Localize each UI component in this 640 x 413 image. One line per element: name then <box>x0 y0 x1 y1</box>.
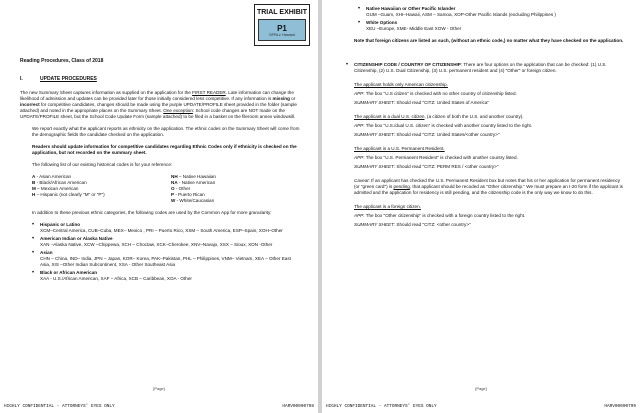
list-item <box>32 270 300 282</box>
block-app: APP: The box "U.S./dual U.S. citizen" is checked with another country listed to the right. <box>354 123 533 128</box>
exhibit-case: SFFA v. Harvard <box>269 32 295 37</box>
section-title: UPDATE PROCEDURES <box>40 76 97 82</box>
block-summary: SUMMARY SHEET: Should read "CITZ: <other country>" <box>354 222 471 227</box>
list-item <box>32 236 300 248</box>
app-label: APP <box>354 155 364 160</box>
trial-exhibit-sticker <box>254 4 310 46</box>
code-item: A - Asian American <box>32 174 72 179</box>
block-title: The applicant holds only American citizenship. <box>354 82 448 87</box>
historical-codes-list <box>20 174 300 204</box>
text-run: for competitive candidates, changes should be made using the purple UPDATE/PROFILE sheet provided in the folder (sample attached) and noted in the appropriate places on the Summary Sheet. <box>20 102 297 113</box>
text-run: : School code changes are NOT made on the UPDATE/PROFILE sheet, but the School Code Update Form (sample attached) to be filed in a basket on the fileroom annex windowsill. <box>20 108 296 119</box>
caveat-label: Caveat <box>354 178 369 183</box>
page-number: [Page] <box>153 386 165 391</box>
document-page-left <box>0 0 318 413</box>
code-item: NH – Native Hawaiian <box>171 174 216 179</box>
list-item <box>346 62 626 74</box>
text-run-underlined: FIRST READER <box>192 90 226 95</box>
group-name: • White Options <box>366 20 398 25</box>
text-run-bold: missing <box>272 96 290 101</box>
text-run-bold: incorrect <box>20 102 40 107</box>
section-heading <box>20 76 300 82</box>
paragraph-ethnicity-report: We report exactly what the applicant reports as ethnicity on the application. The ethnic codes on the Summary Sheet will come from the demographic fields the candidate checked on the application. <box>32 126 300 137</box>
group-codes: CHN – China, IND– India, JPN – Japan, KOR– Korea, PAK–Pakistan, PHL – Philippines, VNM– Vietnam, XEA – Other East Asia, XIS –Other Indian Subcontinent, XSA - Other Southeast Asia <box>40 256 291 267</box>
paragraph-codes-intro: The following list of our existing historical codes is for your reference: <box>32 162 173 167</box>
block-title: The applicant is a foreign citizen. <box>354 204 421 209</box>
group-codes: XEU –Europe, XME- Middle East XOW - Other <box>366 26 462 31</box>
code-item: B - Black/African American <box>32 180 87 185</box>
block-summary: SUMMARY SHEET: Should read "CITZ: United States/<other country>" <box>354 132 500 137</box>
summary-label: SUMMARY SHEET <box>354 222 394 227</box>
group-codes: XAN –Alaska Native, XCW –Chippewa, XCH – Choctaw, XCK–Cherokee, XNV–Navajo, XSX – Sioux, XON -Other <box>40 242 273 247</box>
text-run: , (a citizen of both the U.S. and another country). <box>424 114 524 119</box>
section-number: I. <box>20 76 23 82</box>
foreign-citizen-note: Note that foreign citizens are listed as such, (without an ethnic code,) no matter what they have checked on the application. <box>354 38 624 43</box>
group-name: • Hispanic or Latino <box>40 222 81 227</box>
paragraph-ethnic-codes-rule: Readers should update information for competitive candidates regarding Ethnic Codes only if ethnicity is checked on the application, but not recorded on the summary sheet. <box>32 144 297 155</box>
group-name: • American Indian or Alaska Native <box>40 236 113 241</box>
paragraph-common-app-intro: In addition to these previous ethnic categories, the following codes are used by the Common App for more granularity: <box>32 210 272 215</box>
right-page-content <box>342 6 626 231</box>
group-name: • Asian <box>40 250 53 255</box>
citizenship-blocks <box>342 82 626 228</box>
summary-label: SUMMARY SHEET <box>354 100 394 105</box>
summary-label: SUMMARY SHEET <box>354 132 394 137</box>
code-item: H – Hispanic (not clearly "M" or "P") <box>32 192 105 197</box>
text-run-underlined: One exception <box>163 108 193 113</box>
block-summary: SUMMARY SHEET: Should read "CITZ: United States of America" <box>354 100 490 105</box>
common-app-groups <box>20 222 300 282</box>
app-text: The box "U.S./dual U.S. citizen" is checked with another country listed to the right. <box>365 123 533 128</box>
text-run-underlined: pending <box>393 184 410 189</box>
bates-number: HARV00000798 <box>282 404 314 409</box>
summary-text: Should read "CITZ: <other country>" <box>396 222 471 227</box>
common-app-groups-continued <box>342 6 626 32</box>
app-label: APP <box>354 213 364 218</box>
citizenship-intro: : There are four options on the application that can be checked: (1) U.S. Citizenship, (2) U.S. Dual Citizenship, (3) U.S. permanent resident and (4) "Other" or foreign citizen. <box>354 62 607 73</box>
list-item <box>32 222 300 234</box>
app-text: The box "U.S citizen" is checked with no other country of citizenship listed. <box>365 91 517 96</box>
caveat-paragraph <box>354 178 626 196</box>
text-run: : If an applicant has checked the U.S. Permanent Resident box but notes that his or her application for permanent residency (or "green card") is <box>354 178 621 189</box>
summary-label: SUMMARY SHEET <box>354 164 394 169</box>
summary-text: Should read "CITZ: United States/<other country>" <box>396 132 500 137</box>
exhibit-number: P1 <box>277 23 287 33</box>
exhibit-title: TRIAL EXHIBIT <box>256 9 308 16</box>
code-item: M – Mexican American <box>32 186 79 191</box>
citizenship-heading: CITIZENSHIP CODE / COUNTRY OF CITIZENSHIP <box>354 62 461 67</box>
block-app: APP: The box "Other citizenship" is checked with a foreign country listed to the right. <box>354 213 526 218</box>
block-title: The applicant is a U.S. Permanent Resident. <box>354 146 445 151</box>
code-item <box>32 198 161 204</box>
app-label: APP <box>354 91 364 96</box>
summary-text: Should read "CITZ: PERM RES / <other country>" <box>396 164 499 169</box>
exhibit-number-box <box>258 19 306 41</box>
list-item <box>32 250 300 268</box>
code-item: P - Puerto Rican <box>171 192 205 197</box>
block-summary: SUMMARY SHEET: Should read "CITZ: PERM RES / <other country>" <box>354 164 499 169</box>
citizenship-section <box>342 62 626 74</box>
list-item <box>358 6 626 18</box>
code-item: NA - Native American <box>171 180 216 185</box>
code-item: W - White/Caucasian <box>171 198 215 203</box>
group-codes: XAA - U.S./African American, XAF – Africa, XCB – Caribbean, XOA - Other <box>40 276 192 281</box>
document-title: Reading Procedures, Class of 2018 <box>20 58 104 64</box>
left-page-content <box>20 58 300 284</box>
text-run-underlined: The applicant is a dual U.S. citizen <box>354 114 425 119</box>
group-name: • Native Hawaiian or Other Pacific Islander <box>366 6 456 11</box>
group-codes: XCM–Central America, CUB–Cuba, MEX– Mexico , PRI – Puerto Rico, XSM – South America, ESP–Spain, XOH–Other <box>40 228 283 233</box>
summary-text: Should read "CITZ: United States of America" <box>396 100 490 105</box>
document-page-right <box>322 0 640 413</box>
text-run: or <box>289 96 296 101</box>
block-app: APP: The box "U.S. Permanent Resident" is checked with another country listed. <box>354 155 518 160</box>
app-text: The box "U.S. Permanent Resident" is checked with another country listed. <box>365 155 518 160</box>
group-name: • Black or African American <box>40 270 98 275</box>
list-item <box>358 20 626 32</box>
group-codes: GUM –Guam, XHI–Hawaii, ASM – Samoa, XOP-Other Pacific Islands (excluding Philippines ) <box>366 12 556 17</box>
block-app: APP: The box "U.S citizen" is checked with no other country of citizenship listed. <box>354 91 517 96</box>
bates-number: HARV00000799 <box>604 404 636 409</box>
code-item: O - Other <box>171 186 191 191</box>
confidential-footer: HIGHLY CONFIDENTIAL - ATTORNEYS' EYES ONLY <box>4 404 115 409</box>
confidential-footer: HIGHLY CONFIDENTIAL - ATTORNEYS' EYES ONLY <box>326 404 437 409</box>
text-run: The new Summary Sheet captures information as supplied on the application for the <box>20 90 193 95</box>
app-label: APP <box>354 123 364 128</box>
app-text: The box "Other citizenship" is checked with a foreign country listed to the right. <box>365 213 526 218</box>
text-run: . Late information can change the likelihood of admission and updates can be provided later for those initially considered less competitive. If any information is <box>20 90 294 101</box>
block-title <box>354 114 626 120</box>
text-run: , that applicant should be recoded as "Other citizenship." We must prepare an I-20 form if the applicant is admitted and the application for residency is still pending, and the citizenship code is the only way we know to do this. <box>354 184 623 195</box>
page-number: [Page] <box>475 386 487 391</box>
paragraph-update-intro <box>20 90 300 120</box>
